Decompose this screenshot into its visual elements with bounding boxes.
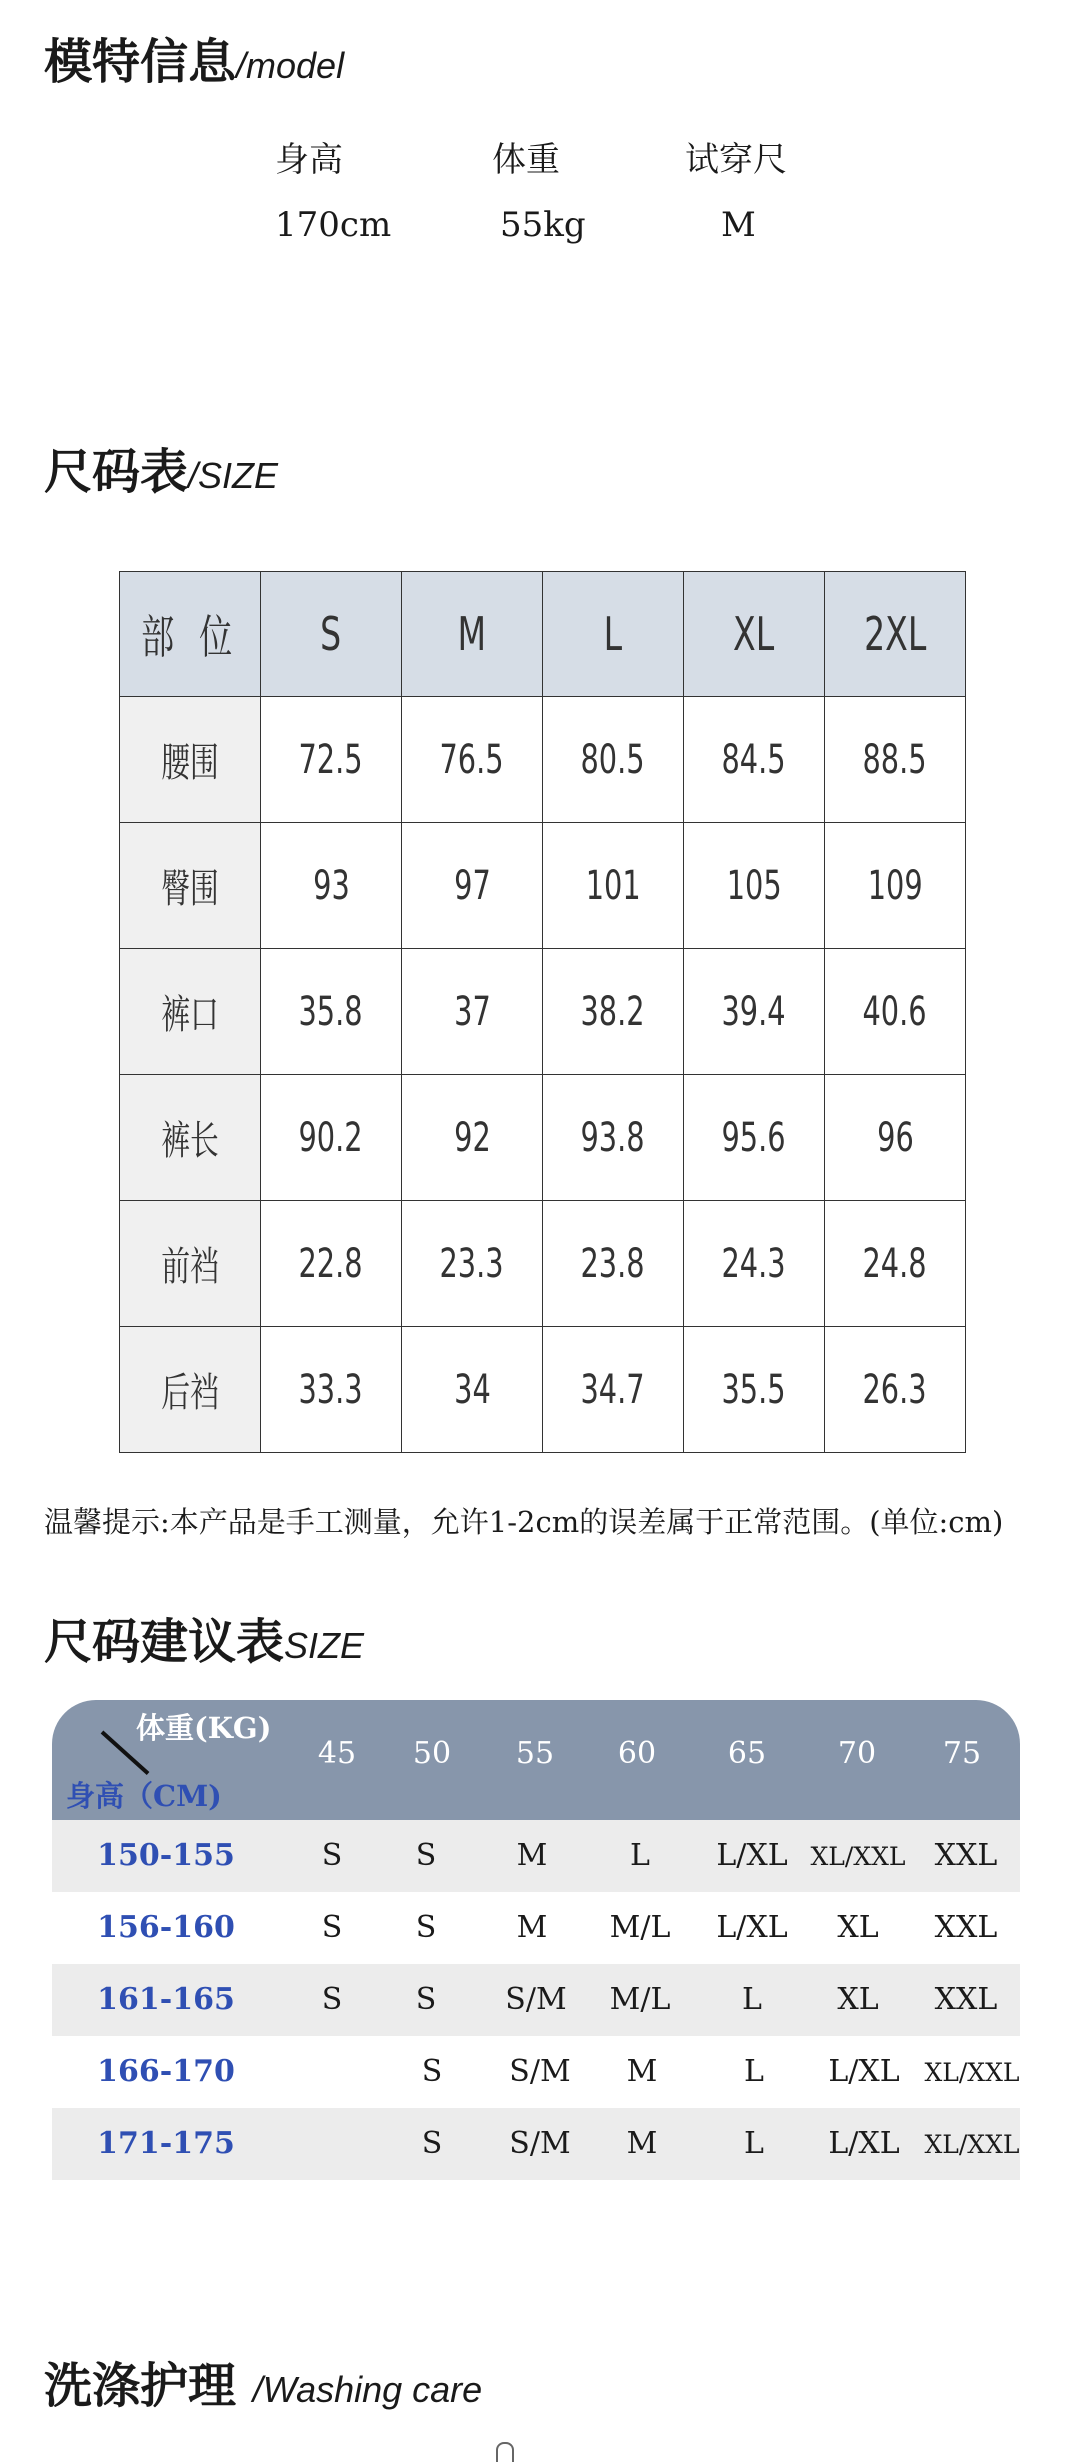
size-chart-title-en: /SIZE xyxy=(188,455,279,496)
recommend-cell: S xyxy=(415,1838,437,1873)
size-header-cell: M xyxy=(402,572,543,697)
recommend-row xyxy=(52,1892,1020,1964)
size-value-cell: 33.3 xyxy=(261,1327,402,1453)
recommend-cell: S xyxy=(415,1982,437,2017)
recommend-title-en: SIZE xyxy=(284,1625,365,1666)
size-value-cell: 35.5 xyxy=(684,1327,825,1453)
recommend-cell: S xyxy=(415,1910,437,1945)
size-value-cell: 24.8 xyxy=(825,1201,966,1327)
size-row-part: 腰围 xyxy=(120,697,261,823)
size-value-cell: 76.5 xyxy=(402,697,543,823)
recommend-row xyxy=(52,2108,1020,2180)
height-range: 171-175 xyxy=(97,2126,235,2161)
size-value-cell: 97 xyxy=(402,823,543,949)
recommend-cell: XXL xyxy=(934,1982,998,2017)
recommend-cell: S xyxy=(321,1838,343,1873)
model-label-weight: 体重 xyxy=(492,140,560,180)
recommend-cell: L xyxy=(744,2054,764,2089)
size-header-cell: L xyxy=(543,572,684,697)
size-value-cell: 34.7 xyxy=(543,1327,684,1453)
size-value-cell: 80.5 xyxy=(543,697,684,823)
size-table-row xyxy=(120,949,966,1075)
size-value-cell: 95.6 xyxy=(684,1075,825,1201)
size-row-part: 前裆 xyxy=(120,1201,261,1327)
size-value-cell: 93 xyxy=(261,823,402,949)
size-value-cell: 26.3 xyxy=(825,1327,966,1453)
weight-header-cell: 70 xyxy=(837,1736,877,1771)
size-value-cell: 105 xyxy=(684,823,825,949)
recommend-cell: L xyxy=(742,1982,762,2017)
recommend-cell: L xyxy=(744,2126,764,2161)
size-value-cell: 22.8 xyxy=(261,1201,402,1327)
size-value-cell: 84.5 xyxy=(684,697,825,823)
recommend-cell: XXL xyxy=(934,1838,998,1873)
model-value-height: 170cm xyxy=(275,205,392,245)
washing-title-en: /Washing care xyxy=(252,2369,483,2410)
recommend-cell: S/M xyxy=(505,1982,567,2017)
size-value-cell: 39.4 xyxy=(684,949,825,1075)
weight-header-cell: 65 xyxy=(727,1736,767,1771)
size-value-cell: 23.3 xyxy=(402,1201,543,1327)
weight-header-cell: 60 xyxy=(617,1736,657,1771)
size-value-cell: 88.5 xyxy=(825,697,966,823)
recommend-row xyxy=(52,1820,1020,1892)
size-value-cell: 72.5 xyxy=(261,697,402,823)
size-chart-title-cn: 尺码表 xyxy=(44,444,189,500)
hanger-icon xyxy=(496,2442,514,2462)
recommend-cell: M xyxy=(516,1910,548,1945)
height-range: 161-165 xyxy=(97,1982,235,2017)
washing-title-cn: 洗涤护理 xyxy=(44,2358,237,2414)
recommend-cell: L/XL xyxy=(828,2126,900,2161)
size-table-header-part: 部 位 xyxy=(120,572,261,697)
height-range: 166-170 xyxy=(97,2054,235,2089)
size-table-row xyxy=(120,1201,966,1327)
recommend-cell: XL/XXL xyxy=(924,2130,1020,2159)
recommend-cell: M xyxy=(626,2054,658,2089)
recommend-title-cn: 尺码建议表 xyxy=(44,1614,285,1670)
size-row-part: 臀围 xyxy=(120,823,261,949)
size-value-cell: 109 xyxy=(825,823,966,949)
size-header-cell: 2XL xyxy=(825,572,966,697)
weight-header-cell: 45 xyxy=(317,1736,357,1771)
size-table-row xyxy=(120,1327,966,1453)
size-value-cell: 35.8 xyxy=(261,949,402,1075)
recommend-cell: M xyxy=(516,1838,548,1873)
recommend-cell: XXL xyxy=(934,1910,998,1945)
size-value-cell: 37 xyxy=(402,949,543,1075)
size-header-cell: S xyxy=(261,572,402,697)
recommend-cell: L/XL xyxy=(828,2054,900,2089)
size-value-cell: 40.6 xyxy=(825,949,966,1075)
recommend-row xyxy=(52,1964,1020,2036)
recommend-cell: S xyxy=(321,1982,343,2017)
recommend-cell: M/L xyxy=(609,1982,671,2017)
recommend-header xyxy=(52,1700,1020,1820)
weight-axis-label: 体重(KG) xyxy=(136,1711,272,1745)
measurement-tip: 温馨提示:本产品是手工测量，允许1-2cm的误差属于正常范围。(单位:cm) xyxy=(44,1505,1004,1539)
height-axis-label: 身高（CM) xyxy=(66,1779,222,1813)
size-table-header-row xyxy=(120,572,966,697)
weight-header-cell: 75 xyxy=(942,1736,982,1771)
recommend-cell: L xyxy=(630,1838,650,1873)
size-value-cell: 24.3 xyxy=(684,1201,825,1327)
model-title-cn: 模特信息 xyxy=(44,34,237,90)
height-range: 156-160 xyxy=(97,1910,235,1945)
size-value-cell: 23.8 xyxy=(543,1201,684,1327)
size-header-cell: XL xyxy=(684,572,825,697)
recommend-cell: XL/XXL xyxy=(924,2058,1020,2087)
model-title-en: /model xyxy=(236,45,345,86)
weight-header-cell: 55 xyxy=(515,1736,555,1771)
model-label-height: 身高 xyxy=(275,140,343,180)
size-value-cell: 38.2 xyxy=(543,949,684,1075)
weight-header-cell: 50 xyxy=(412,1736,452,1771)
size-table xyxy=(119,571,966,1453)
recommend-cell: S/M xyxy=(509,2126,571,2161)
size-value-cell: 101 xyxy=(543,823,684,949)
recommend-cell: M xyxy=(626,2126,658,2161)
size-row-part: 后裆 xyxy=(120,1327,261,1453)
recommend-title xyxy=(44,1614,365,1670)
size-value-cell: 93.8 xyxy=(543,1075,684,1201)
size-row-part: 裤长 xyxy=(120,1075,261,1201)
recommend-row xyxy=(52,2036,1020,2108)
size-chart-title xyxy=(44,444,279,500)
size-value-cell: 92 xyxy=(402,1075,543,1201)
model-section-title xyxy=(44,34,345,90)
recommend-cell: XL/XXL xyxy=(810,1842,906,1871)
size-table-row xyxy=(120,697,966,823)
size-table-row xyxy=(120,823,966,949)
washing-title xyxy=(44,2358,483,2414)
recommend-cell: S xyxy=(421,2126,443,2161)
recommend-cell: L/XL xyxy=(716,1838,788,1873)
model-label-size: 试穿尺 xyxy=(685,140,787,180)
model-value-weight: 55kg xyxy=(500,205,586,245)
model-value-size: M xyxy=(721,205,756,245)
recommend-cell: S xyxy=(421,2054,443,2089)
recommend-cell: XL xyxy=(837,1982,879,2017)
size-value-cell: 90.2 xyxy=(261,1075,402,1201)
size-table-row xyxy=(120,1075,966,1201)
size-value-cell: 96 xyxy=(825,1075,966,1201)
recommend-cell: L/XL xyxy=(716,1910,788,1945)
height-range: 150-155 xyxy=(97,1838,235,1873)
size-recommend-table xyxy=(52,1700,1020,2180)
recommend-cell: M/L xyxy=(609,1910,671,1945)
size-value-cell: 34 xyxy=(402,1327,543,1453)
recommend-cell: S/M xyxy=(509,2054,571,2089)
size-row-part: 裤口 xyxy=(120,949,261,1075)
recommend-cell: XL xyxy=(837,1910,879,1945)
recommend-cell: S xyxy=(321,1910,343,1945)
